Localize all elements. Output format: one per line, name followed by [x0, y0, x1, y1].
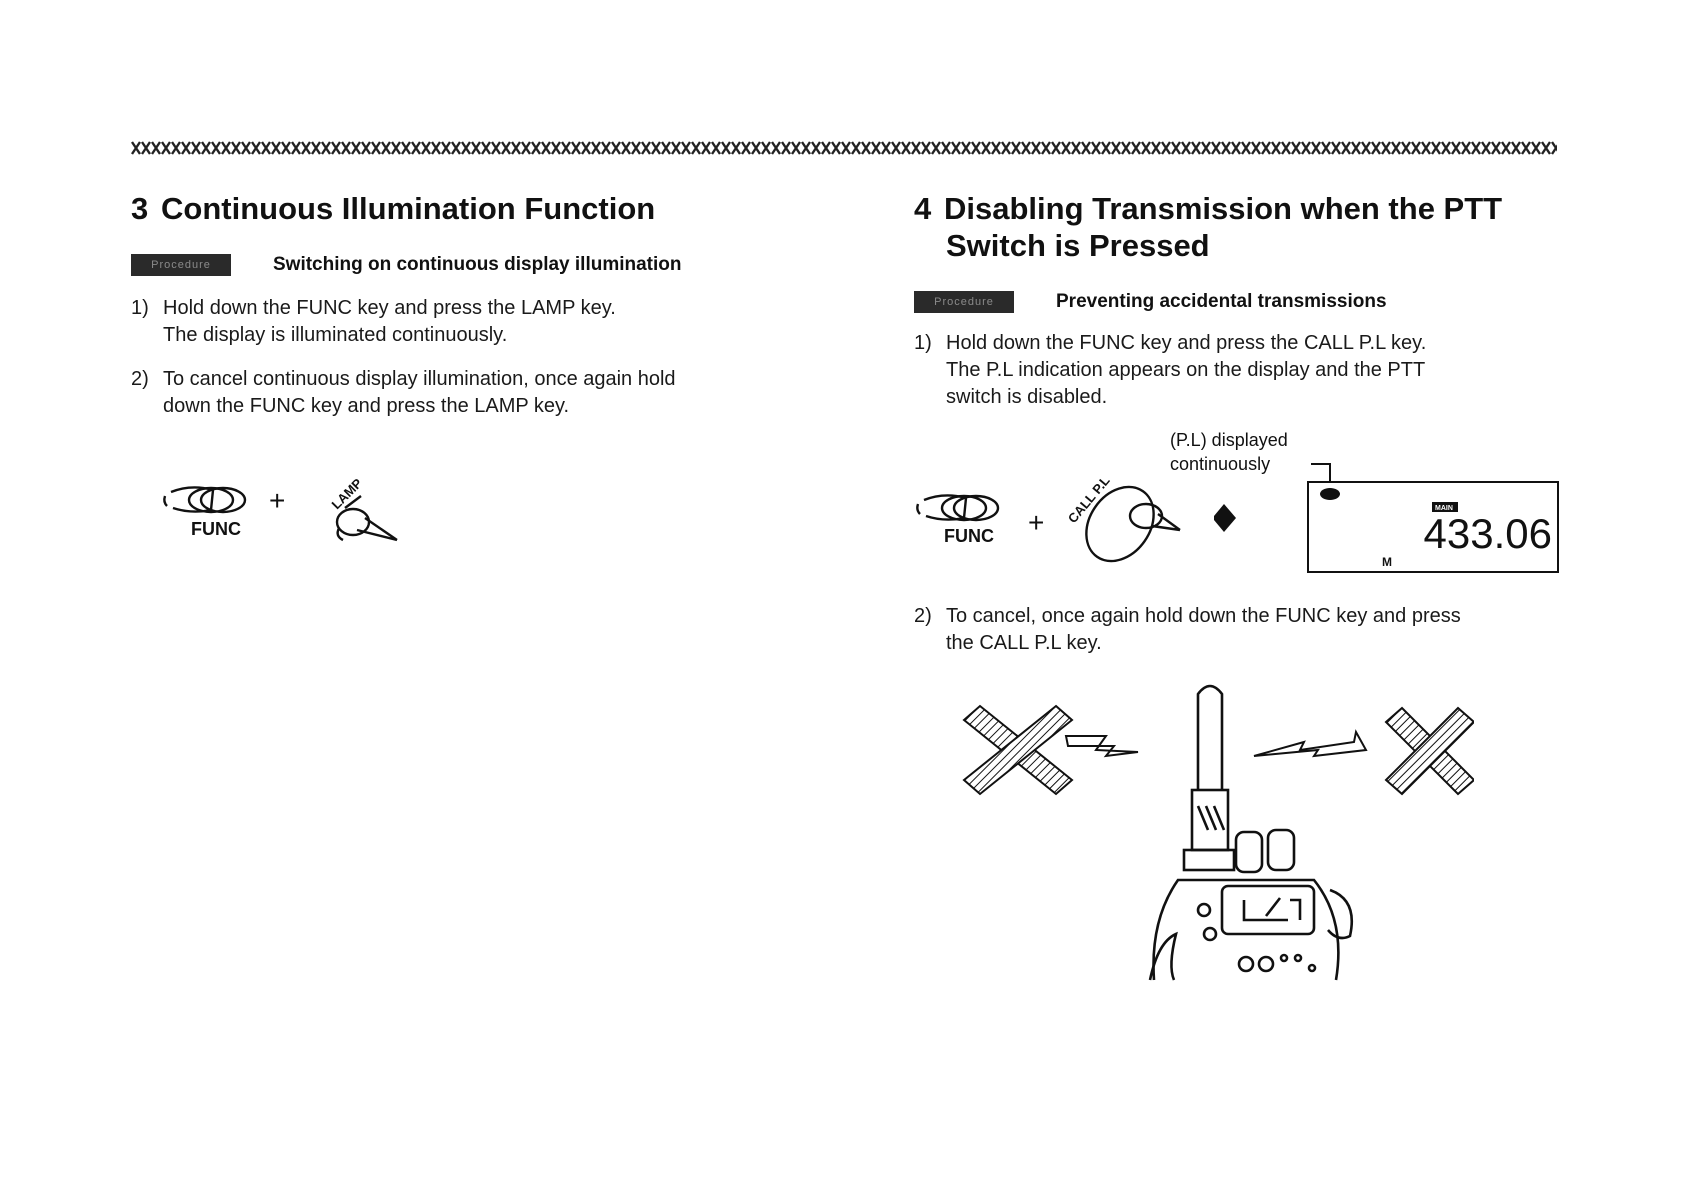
- memory-indicator: M: [1382, 555, 1392, 569]
- procedure-header: [914, 291, 1387, 313]
- step-1: 1) Hold down the FUNC key and press the CALL P.L key. The P.L indication appears on the display and the PTT switch is disabled.: [914, 332, 1427, 408]
- section-heading: 4 Disabling Transmission when the PTT Switch is Pressed: [914, 191, 1503, 263]
- arrow-right-icon: [1214, 504, 1236, 532]
- cross-icon-right: [1386, 708, 1474, 794]
- step-2: 2) To cancel, once again hold down the FUNC key and press the CALL P.L key.: [914, 605, 1461, 654]
- section-heading: 3 Continuous Illumination Function: [131, 191, 656, 226]
- callout-text-line1: (P.L) displayed: [1170, 430, 1288, 450]
- step-1: 1) Hold down the FUNC key and press the LAMP key. The display is illuminated continuously.: [131, 297, 616, 346]
- func-label: FUNC: [191, 519, 241, 539]
- plus-sign: +: [269, 485, 286, 516]
- plus-sign: +: [1028, 507, 1045, 538]
- call-pl-label: CALL P.L: [1064, 472, 1113, 526]
- procedure-header: [131, 254, 682, 276]
- cross-icon-left: [964, 706, 1072, 794]
- func-key-icon: [164, 487, 245, 512]
- procedure-title: Preventing accidental transmissions: [1056, 291, 1387, 312]
- radio-icon: [1150, 686, 1352, 980]
- main-label: MAIN: [1435, 505, 1453, 512]
- procedure-title: Switching on continuous display illumination: [273, 254, 682, 275]
- pl-indicator-icon: [1320, 488, 1340, 500]
- lcd-display-icon: [1308, 482, 1558, 572]
- callout-leader-line: [1311, 464, 1330, 482]
- lamp-label: LAMP: [328, 475, 366, 513]
- func-lamp-illustration: [161, 470, 461, 550]
- call-pl-illustration: [914, 424, 1564, 580]
- func-label: FUNC: [944, 526, 994, 546]
- step-2: 2) To cancel continuous display illumination, once again hold down the FUNC key and press the LAMP key.: [131, 368, 676, 417]
- decorative-top-border: [131, 140, 1557, 156]
- func-key-icon: [917, 495, 998, 520]
- procedure-badge: Procedure: [914, 291, 1014, 313]
- signal-bolt-right-icon: [1254, 732, 1366, 756]
- procedure-badge: Procedure: [131, 254, 231, 276]
- blocked-transmission-illustration: [954, 680, 1474, 990]
- signal-bolt-left-icon: [1066, 736, 1138, 756]
- callout-text-line2: continuously: [1170, 454, 1271, 474]
- frequency-readout: 433.06: [1423, 510, 1552, 557]
